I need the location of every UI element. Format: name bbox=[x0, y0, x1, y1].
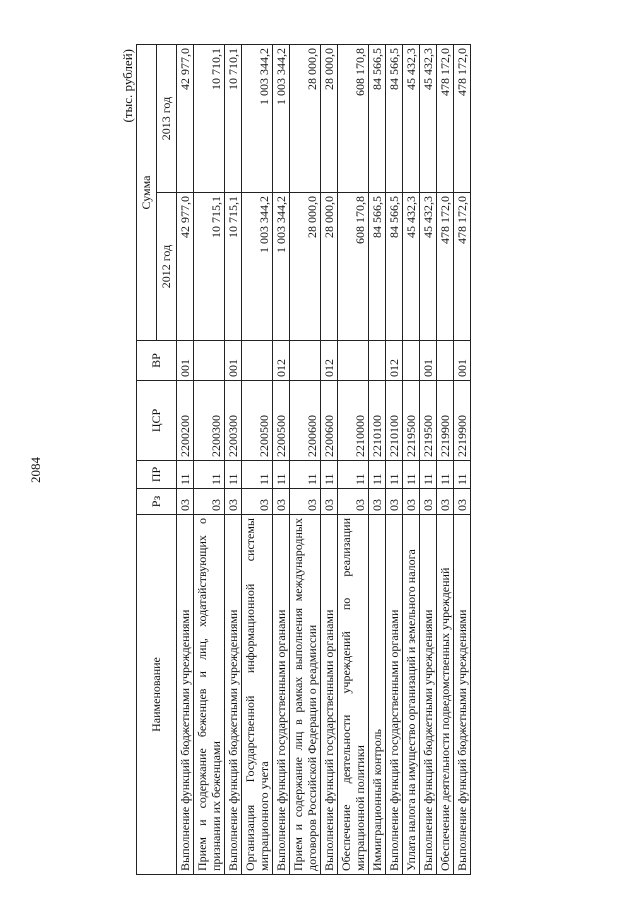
row-sum-2012: 478 172,0 bbox=[454, 193, 471, 341]
row-vr bbox=[194, 341, 225, 381]
row-vr bbox=[242, 341, 273, 381]
row-csr: 2200200 bbox=[177, 381, 194, 461]
units-note: (тыс. рублей) bbox=[120, 49, 135, 123]
row-sum-2013: 45 432,3 bbox=[403, 44, 420, 192]
row-name: Обеспечение деятельности подведомственных учреждений bbox=[437, 515, 454, 875]
row-pr: 11 bbox=[273, 461, 290, 489]
row-rz: 03 bbox=[242, 489, 273, 515]
row-vr: 012 bbox=[321, 341, 338, 381]
row-csr: 2200500 bbox=[242, 381, 273, 461]
row-sum-2012: 478 172,0 bbox=[437, 193, 454, 341]
table-row bbox=[321, 44, 338, 874]
col-header-sum: Сумма bbox=[137, 44, 157, 340]
col-header-rz: Рз bbox=[137, 489, 177, 515]
row-sum-2012: 45 432,3 bbox=[403, 193, 420, 341]
row-name: Прием и содержание лиц в рамках выполнения международных договоров Российской Федерации о реадмиссии bbox=[290, 515, 321, 875]
table-row bbox=[386, 44, 403, 874]
row-csr: 2219900 bbox=[437, 381, 454, 461]
row-rz: 03 bbox=[369, 489, 386, 515]
row-name: Иммиграционный контроль bbox=[369, 515, 386, 875]
row-pr: 11 bbox=[242, 461, 273, 489]
row-csr: 2200600 bbox=[321, 381, 338, 461]
row-rz: 03 bbox=[403, 489, 420, 515]
col-header-name: Наименование bbox=[137, 515, 177, 875]
row-name: Выполнение функций бюджетными учреждениями bbox=[177, 515, 194, 875]
table-row bbox=[225, 44, 242, 874]
page-number: 2084 bbox=[28, 457, 43, 483]
row-csr: 2210100 bbox=[386, 381, 403, 461]
row-pr: 11 bbox=[225, 461, 242, 489]
row-rz: 03 bbox=[437, 489, 454, 515]
row-sum-2012: 84 566,5 bbox=[386, 193, 403, 341]
row-csr: 2200600 bbox=[290, 381, 321, 461]
row-sum-2013: 1 003 344,2 bbox=[273, 44, 290, 192]
table-row bbox=[369, 44, 386, 874]
row-name: Выполнение функций бюджетными учреждениями bbox=[420, 515, 437, 875]
row-csr: 2210000 bbox=[338, 381, 369, 461]
table-row bbox=[338, 44, 369, 874]
row-pr: 11 bbox=[321, 461, 338, 489]
row-pr: 11 bbox=[177, 461, 194, 489]
row-csr: 2200500 bbox=[273, 381, 290, 461]
row-vr bbox=[403, 341, 420, 381]
table-row bbox=[273, 44, 290, 874]
row-csr: 2219500 bbox=[420, 381, 437, 461]
table-row bbox=[242, 44, 273, 874]
row-name: Выполнение функций государственными органами bbox=[386, 515, 403, 875]
table-row bbox=[403, 44, 420, 874]
table-row bbox=[194, 44, 225, 874]
row-sum-2013: 10 710,1 bbox=[225, 44, 242, 192]
row-pr: 11 bbox=[437, 461, 454, 489]
row-sum-2012: 45 432,3 bbox=[420, 193, 437, 341]
row-csr: 2200300 bbox=[225, 381, 242, 461]
row-sum-2013: 478 172,0 bbox=[454, 44, 471, 192]
row-rz: 03 bbox=[338, 489, 369, 515]
row-vr: 001 bbox=[454, 341, 471, 381]
row-vr bbox=[369, 341, 386, 381]
row-pr: 11 bbox=[194, 461, 225, 489]
row-sum-2012: 84 566,5 bbox=[369, 193, 386, 341]
row-pr: 11 bbox=[454, 461, 471, 489]
row-name: Выполнение функций бюджетными учреждениями bbox=[454, 515, 471, 875]
col-header-2012: 2012 год bbox=[157, 193, 177, 341]
row-vr: 001 bbox=[177, 341, 194, 381]
row-sum-2013: 1 003 344,2 bbox=[242, 44, 273, 192]
row-sum-2013: 478 172,0 bbox=[437, 44, 454, 192]
row-csr: 2219900 bbox=[454, 381, 471, 461]
row-name: Обеспечение деятельности учреждений по реализации миграционной политики bbox=[338, 515, 369, 875]
row-name: Организация Государственной информационной системы миграционного учета bbox=[242, 515, 273, 875]
row-name: Прием и содержание беженцев и лиц, ходатайствующих о признании их беженцами bbox=[194, 515, 225, 875]
row-sum-2012: 1 003 344,2 bbox=[273, 193, 290, 341]
row-rz: 03 bbox=[321, 489, 338, 515]
table-row bbox=[177, 44, 194, 874]
col-header-vr: ВР bbox=[137, 341, 177, 381]
row-rz: 03 bbox=[420, 489, 437, 515]
row-vr: 001 bbox=[420, 341, 437, 381]
row-sum-2012: 1 003 344,2 bbox=[242, 193, 273, 341]
row-sum-2013: 10 710,1 bbox=[194, 44, 225, 192]
row-vr bbox=[290, 341, 321, 381]
row-sum-2012: 28 000,0 bbox=[290, 193, 321, 341]
table-row bbox=[454, 44, 471, 874]
row-csr: 2210100 bbox=[369, 381, 386, 461]
table-row bbox=[437, 44, 454, 874]
row-rz: 03 bbox=[273, 489, 290, 515]
rotated-page-content bbox=[120, 45, 580, 875]
row-vr: 001 bbox=[225, 341, 242, 381]
row-sum-2013: 28 000,0 bbox=[321, 44, 338, 192]
row-rz: 03 bbox=[386, 489, 403, 515]
col-header-pr: ПР bbox=[137, 461, 177, 489]
row-pr: 11 bbox=[403, 461, 420, 489]
row-pr: 11 bbox=[369, 461, 386, 489]
budget-table bbox=[136, 44, 471, 875]
row-sum-2012: 28 000,0 bbox=[321, 193, 338, 341]
row-sum-2012: 608 170,8 bbox=[338, 193, 369, 341]
table-row bbox=[420, 44, 437, 874]
row-vr bbox=[338, 341, 369, 381]
row-pr: 11 bbox=[420, 461, 437, 489]
table-row bbox=[290, 44, 321, 874]
row-sum-2013: 84 566,5 bbox=[386, 44, 403, 192]
row-pr: 11 bbox=[290, 461, 321, 489]
row-csr: 2219500 bbox=[403, 381, 420, 461]
table-body bbox=[177, 44, 471, 874]
row-rz: 03 bbox=[177, 489, 194, 515]
row-rz: 03 bbox=[290, 489, 321, 515]
row-sum-2013: 28 000,0 bbox=[290, 44, 321, 192]
row-vr bbox=[437, 341, 454, 381]
row-csr: 2200300 bbox=[194, 381, 225, 461]
row-sum-2013: 45 432,3 bbox=[420, 44, 437, 192]
row-rz: 03 bbox=[454, 489, 471, 515]
row-sum-2013: 608 170,8 bbox=[338, 44, 369, 192]
row-rz: 03 bbox=[194, 489, 225, 515]
row-sum-2013: 84 566,5 bbox=[369, 44, 386, 192]
row-sum-2012: 42 977,0 bbox=[177, 193, 194, 341]
row-name: Выполнение функций бюджетными учреждениями bbox=[225, 515, 242, 875]
row-pr: 11 bbox=[338, 461, 369, 489]
row-vr: 012 bbox=[273, 341, 290, 381]
row-rz: 03 bbox=[225, 489, 242, 515]
row-name: Выполнение функций государственными органами bbox=[273, 515, 290, 875]
row-name: Выполнение функций государственными органами bbox=[321, 515, 338, 875]
row-sum-2013: 42 977,0 bbox=[177, 44, 194, 192]
row-sum-2012: 10 715,1 bbox=[225, 193, 242, 341]
row-name: Уплата налога на имущество организаций и земельного налога bbox=[403, 515, 420, 875]
row-vr: 012 bbox=[386, 341, 403, 381]
row-pr: 11 bbox=[386, 461, 403, 489]
row-sum-2012: 10 715,1 bbox=[194, 193, 225, 341]
col-header-csr: ЦСР bbox=[137, 381, 177, 461]
col-header-2013: 2013 год bbox=[157, 44, 177, 192]
